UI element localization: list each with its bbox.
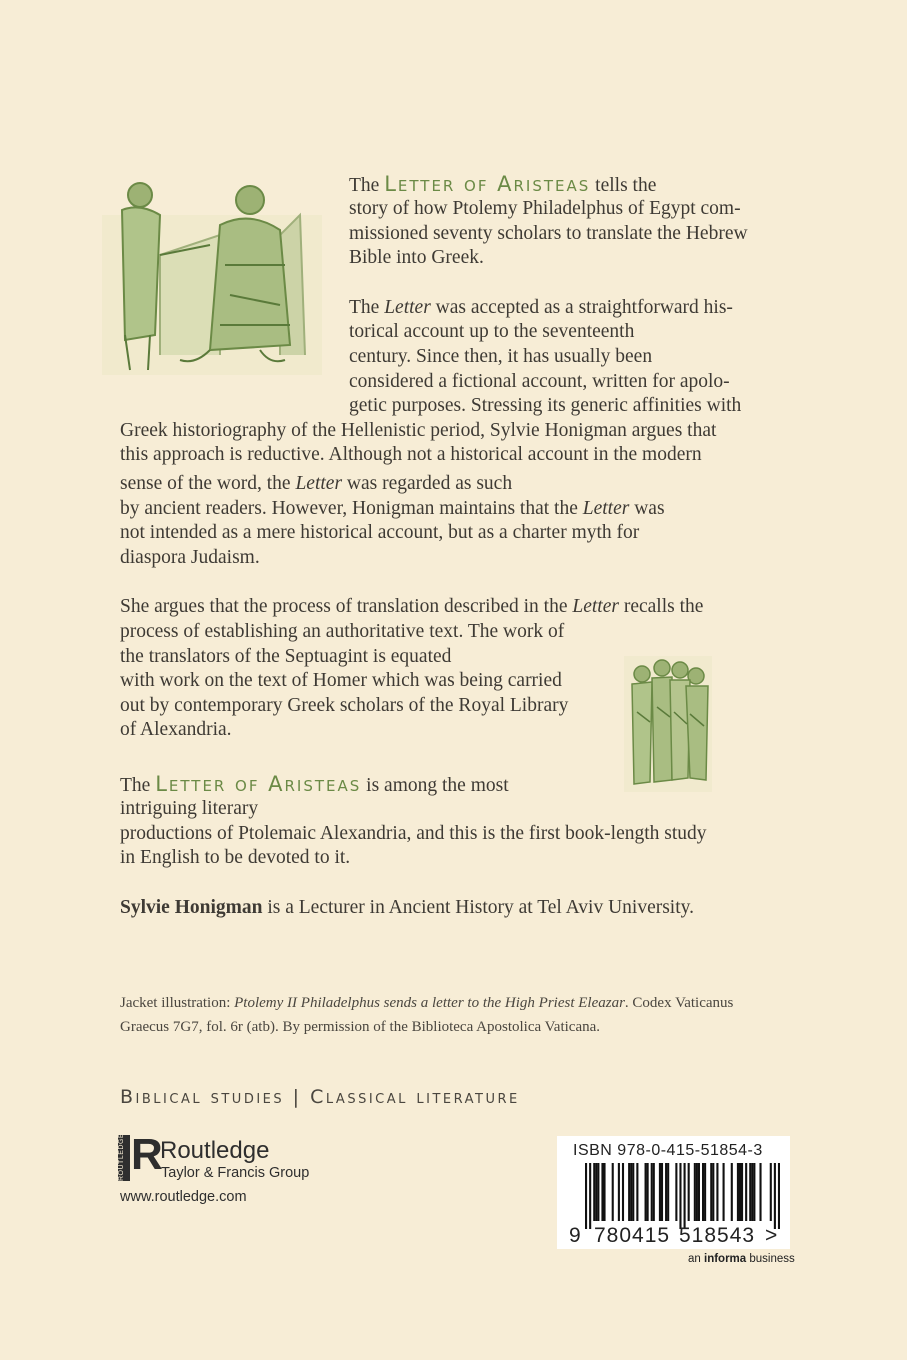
isbn-digits-left: 780415: [594, 1224, 671, 1247]
p1-line3: missioned seventy scholars to translate the Hebrew: [349, 223, 748, 244]
barcode-bar: [628, 1163, 630, 1221]
barcode-bar: [716, 1163, 718, 1221]
p4-after: is among the most: [366, 775, 509, 796]
barcode-bar: [684, 1163, 686, 1229]
p2-l1-end: was accepted as a straightforward his-: [435, 297, 733, 318]
publisher-group: Taylor & Francis Group: [161, 1165, 310, 1181]
barcode-bar: [745, 1163, 747, 1221]
barcode-bar: [759, 1163, 761, 1221]
p1-the: The: [349, 175, 380, 196]
author-rest: is a Lecturer in Ancient History at Tel Aviv University.: [267, 897, 694, 918]
barcode-bar: [612, 1163, 614, 1221]
barcode-bar: [753, 1163, 755, 1221]
barcode-bar: [702, 1163, 704, 1221]
ptolemy-illustration: [100, 175, 330, 380]
p4-title: Letter of Aristeas: [155, 772, 362, 796]
p2-line3: century. Since then, it has usually been: [349, 346, 653, 367]
routledge-logo: [118, 1130, 163, 1181]
barcode-bar: [618, 1163, 620, 1221]
publisher-url[interactable]: www.routledge.com: [120, 1189, 247, 1205]
isbn-digits-right: 518543: [679, 1224, 756, 1247]
p4-line3: productions of Ptolemaic Alexandria, and this is the first book-length study: [120, 823, 707, 844]
p4-line4: in English to be devoted to it.: [120, 847, 351, 868]
barcode-bar: [603, 1163, 605, 1221]
informa-post: business: [749, 1253, 795, 1265]
barcode-bar: [731, 1163, 733, 1221]
publisher-name: Routledge: [160, 1137, 270, 1164]
p2-line10: not intended as a mere historical account, but as a charter myth for: [120, 522, 640, 543]
barcode-bar: [679, 1163, 681, 1229]
p2-line9: [120, 497, 665, 522]
barcode-bar: [636, 1163, 638, 1221]
p3-l1-start: She argues that the process of translation described in the: [120, 596, 568, 617]
barcode-bar: [694, 1163, 696, 1221]
jacket-credit-line1: [120, 992, 733, 1015]
barcode-bar: [589, 1163, 591, 1229]
barcode-bar: [749, 1163, 751, 1221]
informa-bold: informa: [704, 1253, 747, 1265]
barcode-bar: [630, 1163, 632, 1221]
p3-line3: the translators of the Septuagint is equated: [120, 646, 452, 667]
barcode-bar: [667, 1163, 669, 1221]
author-bio: [120, 896, 694, 921]
author-name: Sylvie Honigman: [120, 897, 263, 918]
p4-line1: [120, 772, 509, 799]
logo-letter: R: [131, 1130, 163, 1179]
barcode-bar: [704, 1163, 706, 1221]
p2-l1-italic: Letter: [384, 297, 431, 318]
barcode-bar: [659, 1163, 661, 1221]
barcode-bar: [712, 1163, 714, 1221]
p3-l1-italic: Letter: [572, 596, 619, 617]
barcode-bar: [710, 1163, 712, 1221]
barcode-bar: [688, 1163, 690, 1221]
barcode-bar: [723, 1163, 725, 1221]
p3-line4: with work on the text of Homer which was being carried: [120, 670, 562, 691]
p2-line2: torical account up to the seventeenth: [349, 321, 635, 342]
credit-rest1: . Codex Vaticanus: [624, 995, 734, 1011]
scholars-illustration: [622, 652, 714, 794]
p2-l8-end: was regarded as such: [346, 473, 513, 494]
p2-l9-end: was: [634, 498, 665, 519]
p2-l9-start: by ancient readers. However, Honigman maintains that the: [120, 498, 578, 519]
barcode-bar: [741, 1163, 743, 1221]
barcode-bar: [601, 1163, 603, 1221]
p2-line11: diaspora Judaism.: [120, 547, 260, 568]
barcode-bar: [595, 1163, 597, 1221]
barcode-bar: [622, 1163, 624, 1221]
p1-line2: story of how Ptolemy Philadelphus of Egypt com-: [349, 198, 741, 219]
p2-line7: this approach is reductive. Although not a historical account in the modern: [120, 444, 702, 465]
barcode-bar: [737, 1163, 739, 1221]
p1-line4: Bible into Greek.: [349, 247, 484, 268]
p1-after: tells the: [595, 175, 657, 196]
barcode-bar: [770, 1163, 772, 1221]
barcode-bar: [653, 1163, 655, 1221]
isbn-label: ISBN 978-0-415-51854-3: [573, 1142, 763, 1159]
barcode-bar: [675, 1163, 677, 1221]
barcode-bar: [778, 1163, 780, 1229]
barcode-bar: [665, 1163, 667, 1221]
p4-the: The: [120, 775, 151, 796]
barcode-bar: [698, 1163, 700, 1221]
jacket-credit-line2: Graecus 7G7, fol. 6r (atb). By permission of the Biblioteca Apostolica Vaticana.: [120, 1019, 601, 1035]
barcode-bar: [597, 1163, 599, 1221]
p2-line4: considered a fictional account, written for apolo-: [349, 371, 730, 392]
p2-l1-start: The: [349, 297, 380, 318]
informa-pre: an: [688, 1253, 701, 1265]
barcode-bar: [651, 1163, 653, 1221]
barcode-bar: [632, 1163, 634, 1221]
barcode-bar: [647, 1163, 649, 1221]
barcode-image: [585, 1163, 780, 1229]
p1-title: Letter of Aristeas: [384, 172, 591, 196]
p2-line6: Greek historiography of the Hellenistic period, Sylvie Honigman argues that: [120, 420, 717, 441]
p1-line1: [349, 172, 656, 199]
logo-side-text: ROUTLEDGE: [118, 1135, 130, 1181]
barcode-bar: [645, 1163, 647, 1221]
barcode-bar: [774, 1163, 776, 1229]
credit-italic: Ptolemy II Philadelphus sends a letter to the High Priest Eleazar: [234, 995, 625, 1011]
p3-line2: process of establishing an authoritative text. The work of: [120, 621, 565, 642]
p2-line8: [120, 472, 512, 497]
subject-categories: Biblical studies | Classical literature: [120, 1086, 520, 1108]
barcode-bar: [661, 1163, 663, 1221]
informa-tagline: [688, 1253, 795, 1265]
p3-line6: of Alexandria.: [120, 719, 232, 740]
p2-line5: getic purposes. Stressing its generic affinities with: [349, 395, 742, 416]
barcode-bar: [585, 1163, 587, 1229]
barcode-bar: [751, 1163, 753, 1221]
p2-line1: [349, 296, 733, 321]
p2-l8-start: sense of the word, the: [120, 473, 291, 494]
p3-line5: out by contemporary Greek scholars of the Royal Library: [120, 695, 569, 716]
p4-line2: intriguing literary: [120, 798, 259, 819]
barcode-bar: [593, 1163, 595, 1221]
credit-label: Jacket illustration:: [120, 995, 231, 1011]
isbn-arrow: >: [765, 1224, 778, 1247]
p3-l1-end: recalls the: [623, 596, 704, 617]
isbn-digit-first: 9: [569, 1224, 581, 1247]
barcode-bar: [739, 1163, 741, 1221]
barcode-bar: [696, 1163, 698, 1221]
p2-l8-italic: Letter: [295, 473, 343, 494]
p2-l9-italic: Letter: [582, 498, 630, 519]
isbn-barcode-box: [557, 1136, 790, 1249]
p3-line1: [120, 595, 703, 620]
